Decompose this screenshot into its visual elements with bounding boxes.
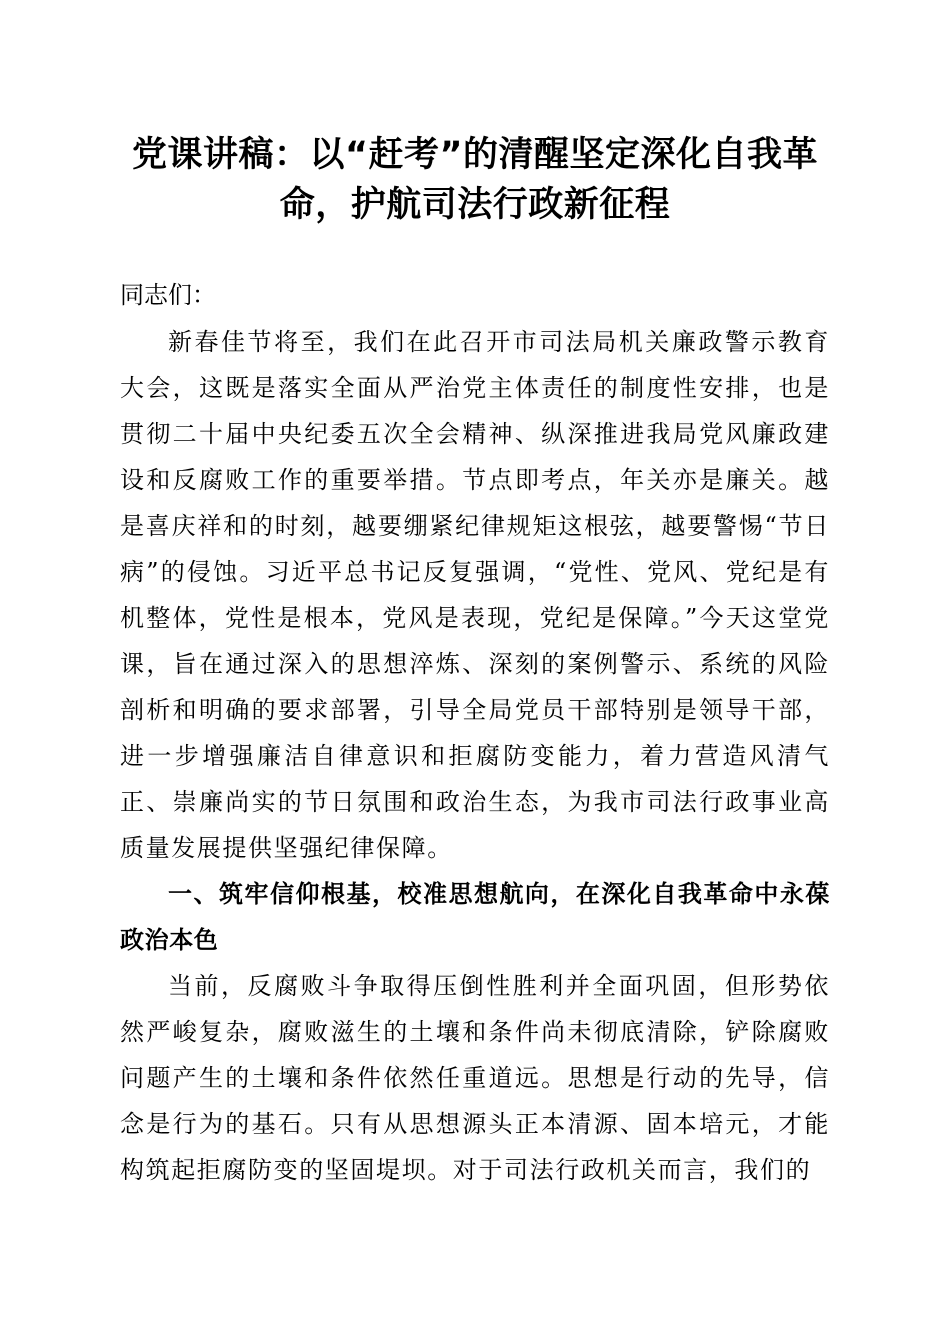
paragraph-section-1: 当前，反腐败斗争取得压倒性胜利并全面巩固，但形势依然严峻复杂，腐败滋生的土壤和条件尚未彻底清除，铲除腐败问题产生的土壤和条件依然任重道远。思想是行动的先导，信念是行为的基石。只有从思想源头正本清源、固本培元，才能构筑起拒腐防变的坚固堤坝。对于司法行政机关而言，我们的 xyxy=(120,972,830,1184)
title-line-1: 党课讲稿：以“赶考”的清醒坚定深化自我革 xyxy=(131,135,818,175)
paragraph-intro: 新春佳节将至，我们在此召开市司法局机关廉政警示教育大会，这既是落实全面从严治党主体责任的制度性安排，也是贯彻二十届中央纪委五次全会精神、纵深推进我局党风廉政建设和反腐败工作的重要举措。节点即考点，年关亦是廉关。越是喜庆祥和的时刻，越要绷紧纪律规矩这根弦，越要警惕“节日病”的侵蚀。习近平总书记反复强调，“党性、党风、党纪是有机整体，党性是根本，党风是表现，党纪是保障。”今天这堂党课，旨在通过深入的思想淬炼、深刻的案例警示、系统的风险剖析和明确的要求部署，引导全局党员干部特别是领导干部，进一步增强廉洁自律意识和拒腐防变能力，着力营造风清气正、崇廉尚实的节日氛围和政治生态，为我市司法行政事业高质量发展提供坚强纪律保障。 xyxy=(120,328,830,862)
document-title xyxy=(120,130,830,230)
salutation: 同志们： xyxy=(120,281,216,309)
document-page xyxy=(120,130,830,1193)
section-heading-1: 一、筑牢信仰根基，校准思想航向，在深化自我革命中永葆政治本色 xyxy=(120,880,830,954)
title-line-2: 命，护航司法行政新征程 xyxy=(279,185,671,225)
